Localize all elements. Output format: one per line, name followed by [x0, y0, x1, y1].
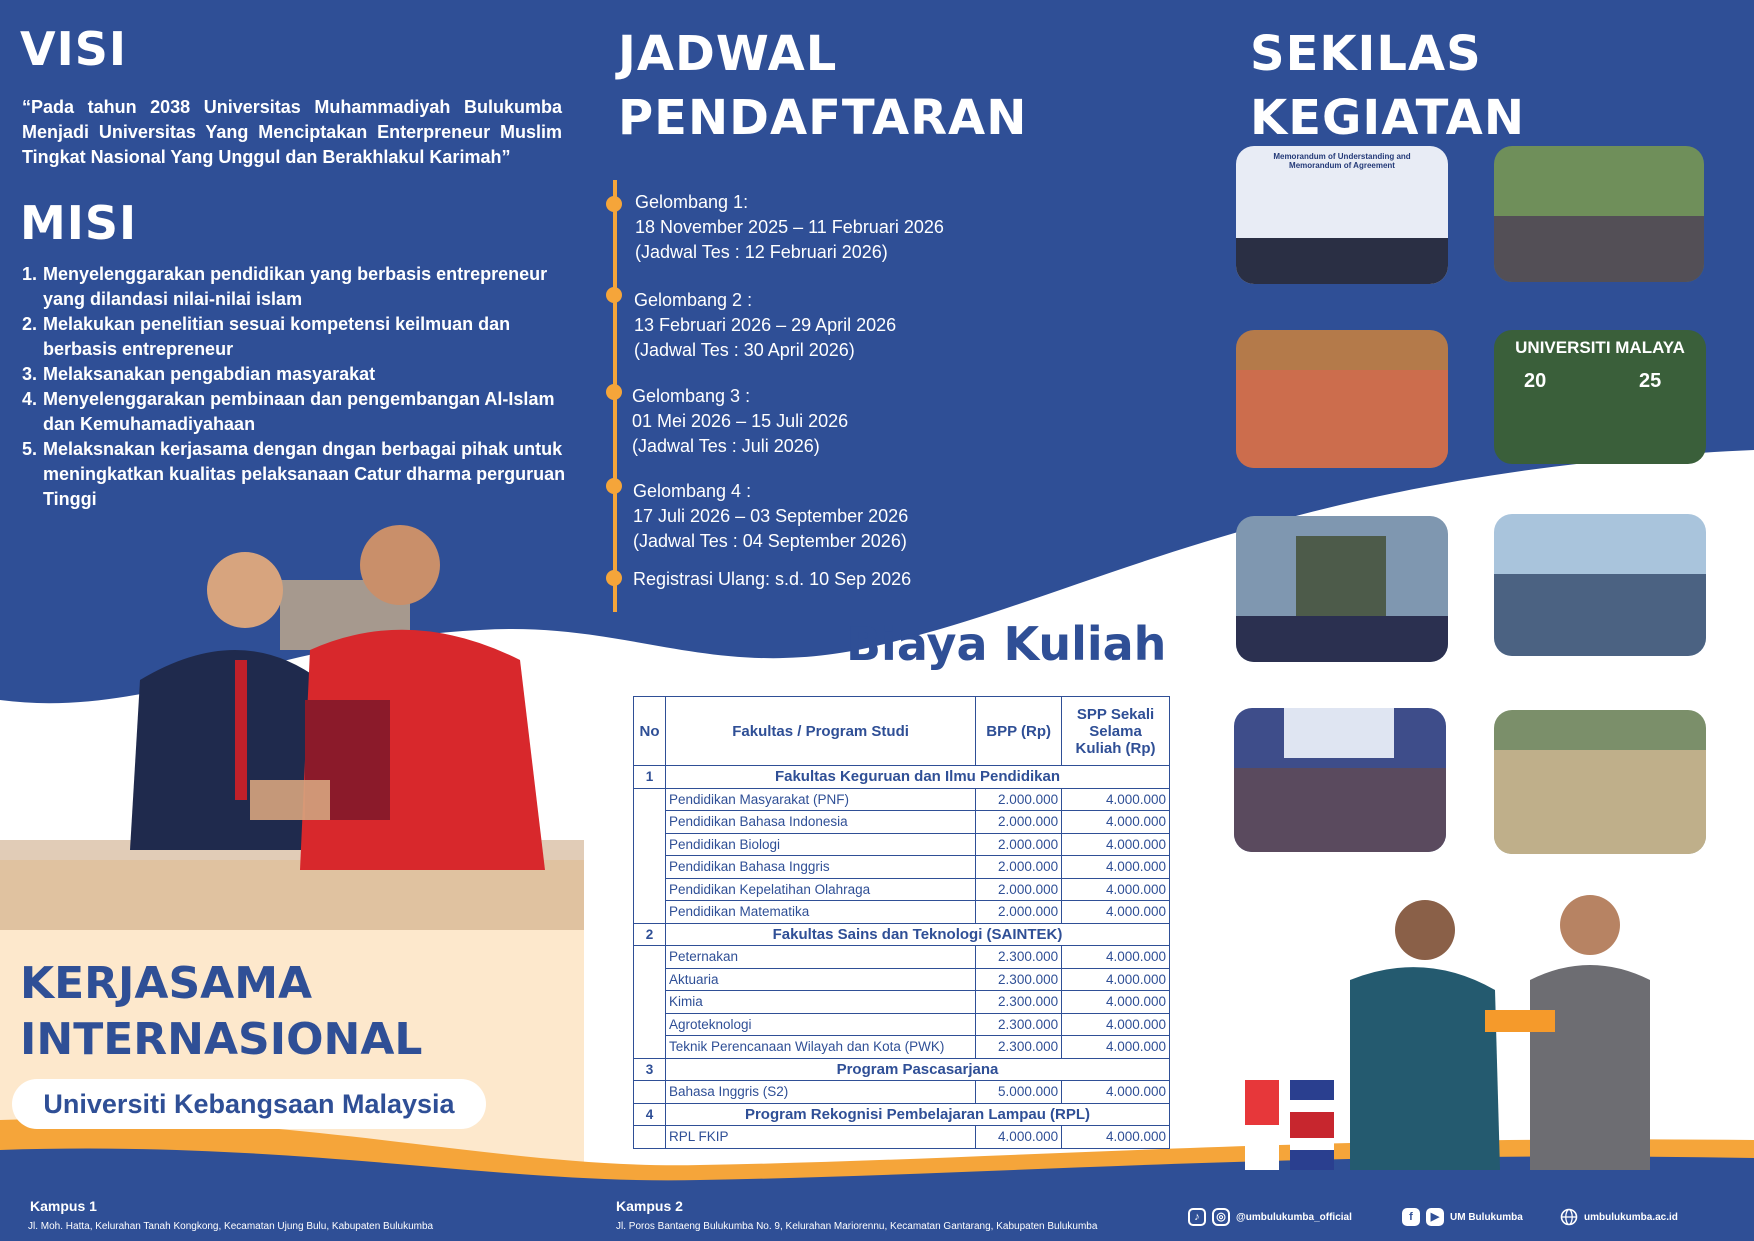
jadwal-title: JADWAL PENDAFTARAN — [618, 26, 1028, 146]
group-number: 4 — [634, 1103, 666, 1126]
kampus1-title: Kampus 1 — [30, 1198, 97, 1214]
table-row: Pendidikan Matematika 2.000.000 4.000.000 — [634, 901, 1170, 924]
col-header-prodi: Fakultas / Program Studi — [665, 697, 975, 766]
table-row: Teknik Perencanaan Wilayah dan Kota (PWK) 2.300.000 4.000.000 — [634, 1036, 1170, 1059]
group-name: Program Rekognisi Pembelajaran Lampau (RPL) — [665, 1103, 1169, 1126]
visi-text: “Pada tahun 2038 Universitas Muhammadiyah Bulukumba Menjadi Universitas Yang Menciptakan Enterpreneur Muslim Tingkat Nasional Yang Unggul dan Berakhlakul Karimah” — [22, 97, 562, 167]
group-number: 3 — [634, 1058, 666, 1081]
activity-photo-mou — [1236, 146, 1448, 284]
malaya-sign: UNIVERSITI MALAYA — [1515, 338, 1685, 357]
year-left: 20 — [1524, 370, 1547, 392]
timeline-dot — [606, 196, 622, 212]
biaya-title: Biaya Kuliah — [846, 617, 1167, 671]
gelombang-3: Gelombang 3 : 01 Mei 2026 – 15 Juli 2026 (Jadwal Tes : Juli 2026) — [632, 386, 849, 456]
group-row — [634, 766, 1170, 789]
misi-item: 4. Menyelenggarakan pembinaan dan pengembangan Al-Islam dan Kemuhamadiyahaan — [22, 389, 555, 434]
activity-photo-field — [1494, 710, 1706, 854]
table-row: Pendidikan Biologi 2.000.000 4.000.000 — [634, 833, 1170, 856]
year-right: 25 — [1639, 370, 1662, 392]
group-name: Program Pascasarjana — [665, 1058, 1169, 1081]
visi-title: VISI — [20, 22, 127, 76]
misi-item: 1. Menyelenggarakan pendidikan yang berbasis entrepreneur yang dilandasi nilai-nilai islam — [22, 264, 548, 309]
youtube-icon[interactable]: ▶ — [1426, 1208, 1444, 1226]
gelombang-4: Gelombang 4 : 17 Juli 2026 – 03 September 2026 (Jadwal Tes : 04 September 2026) — [633, 481, 909, 551]
timeline-dot — [606, 384, 622, 400]
sekilas-title: SEKILAS KEGIATAN — [1250, 26, 1525, 146]
activity-photo-group-1 — [1494, 146, 1704, 282]
group-number: 1 — [634, 766, 666, 789]
kerjasama-title: KERJASAMA INTERNASIONAL — [20, 958, 423, 1065]
activity-photo-hall — [1234, 708, 1446, 852]
misi-item: 3. Melaksanakan pengabdian masyarakat — [22, 364, 376, 384]
tiktok-icon[interactable]: ♪ — [1188, 1208, 1206, 1226]
footer — [0, 1170, 1754, 1241]
registrasi-ulang: Registrasi Ulang: s.d. 10 Sep 2026 — [633, 569, 912, 589]
table-row: Kimia 2.300.000 4.000.000 — [634, 991, 1170, 1014]
table-row: Bahasa Inggris (S2) 5.000.000 4.000.000 — [634, 1081, 1170, 1104]
group-row — [634, 923, 1170, 946]
kampus2-title: Kampus 2 — [616, 1198, 683, 1214]
fee-table-header — [634, 697, 1170, 766]
col-header-no: No — [634, 697, 666, 766]
misi-item: 2. Melakukan penelitian sesuai kompetensi keilmuan dan berbasis entrepreneur — [22, 314, 511, 359]
activity-photo-malaya — [1494, 330, 1706, 464]
fee-table — [633, 696, 1170, 1149]
table-row: Pendidikan Kepelatihan Olahraga 2.000.000 4.000.000 — [634, 878, 1170, 901]
instagram-handle[interactable]: @umbulukumba_official — [1236, 1212, 1352, 1223]
activity-photo-monument — [1236, 516, 1448, 662]
group-number: 2 — [634, 923, 666, 946]
table-row: Pendidikan Masyarakat (PNF) 2.000.000 4.000.000 — [634, 788, 1170, 811]
kampus2-address: Jl. Poros Bantaeng Bulukumba No. 9, Kelurahan Mariorennu, Kecamatan Gantarang, Kabupaten Bulukumba — [616, 1221, 1098, 1232]
group-name: Fakultas Sains dan Teknologi (SAINTEK) — [665, 923, 1169, 946]
table-row: Pendidikan Bahasa Indonesia 2.000.000 4.000.000 — [634, 811, 1170, 834]
misi-item: 5. Melaksnakan kerjasama dengan dngan berbagai pihak untuk meningkatkan kualitas pelaksanaan Catur dharma perguruan Tinggi — [22, 439, 566, 509]
table-row: Agroteknologi 2.300.000 4.000.000 — [634, 1013, 1170, 1036]
table-row: Aktuaria 2.300.000 4.000.000 — [634, 968, 1170, 991]
col-header-bpp: BPP (Rp) — [976, 697, 1062, 766]
table-row: Peternakan 2.300.000 4.000.000 — [634, 946, 1170, 969]
table-row: RPL FKIP 4.000.000 4.000.000 — [634, 1126, 1170, 1149]
kampus1-address: Jl. Moh. Hatta, Kelurahan Tanah Kongkong, Kecamatan Ujung Bulu, Kabupaten Bulukumba — [28, 1221, 434, 1232]
timeline-dot — [606, 570, 622, 586]
group-name: Fakultas Keguruan dan Ilmu Pendidikan — [665, 766, 1169, 789]
activity-photo-group-2 — [1236, 330, 1448, 468]
mou-caption: Memorandum of Understanding and Memorandum of Agreement — [1273, 152, 1411, 170]
group-row — [634, 1103, 1170, 1126]
website-link[interactable]: umbulukumba.ac.id — [1584, 1212, 1678, 1223]
misi-title: MISI — [20, 196, 138, 250]
timeline-dot — [606, 478, 622, 494]
gelombang-1: Gelombang 1: 18 November 2025 – 11 Februari 2026 (Jadwal Tes : 12 Februari 2026) — [635, 192, 944, 262]
kerjasama-photo — [0, 510, 584, 930]
group-row — [634, 1058, 1170, 1081]
youtube-name[interactable]: UM Bulukumba — [1450, 1212, 1523, 1223]
misi-list — [22, 262, 582, 512]
timeline-dot — [606, 287, 622, 303]
gelombang-2: Gelombang 2 : 13 Februari 2026 – 29 April 2026 (Jadwal Tes : 30 April 2026) — [634, 290, 897, 360]
table-row: Pendidikan Bahasa Inggris 2.000.000 4.000.000 — [634, 856, 1170, 879]
facebook-icon[interactable]: f — [1402, 1208, 1420, 1226]
handover-photo — [1240, 880, 1660, 1170]
partner-name: Universiti Kebangsaan Malaysia — [12, 1079, 486, 1129]
globe-icon — [1560, 1208, 1578, 1226]
instagram-icon[interactable]: ◎ — [1212, 1208, 1230, 1226]
activity-photo-outdoor — [1494, 514, 1706, 656]
col-header-spp: SPP Sekali Selama Kuliah (Rp) — [1062, 697, 1170, 766]
